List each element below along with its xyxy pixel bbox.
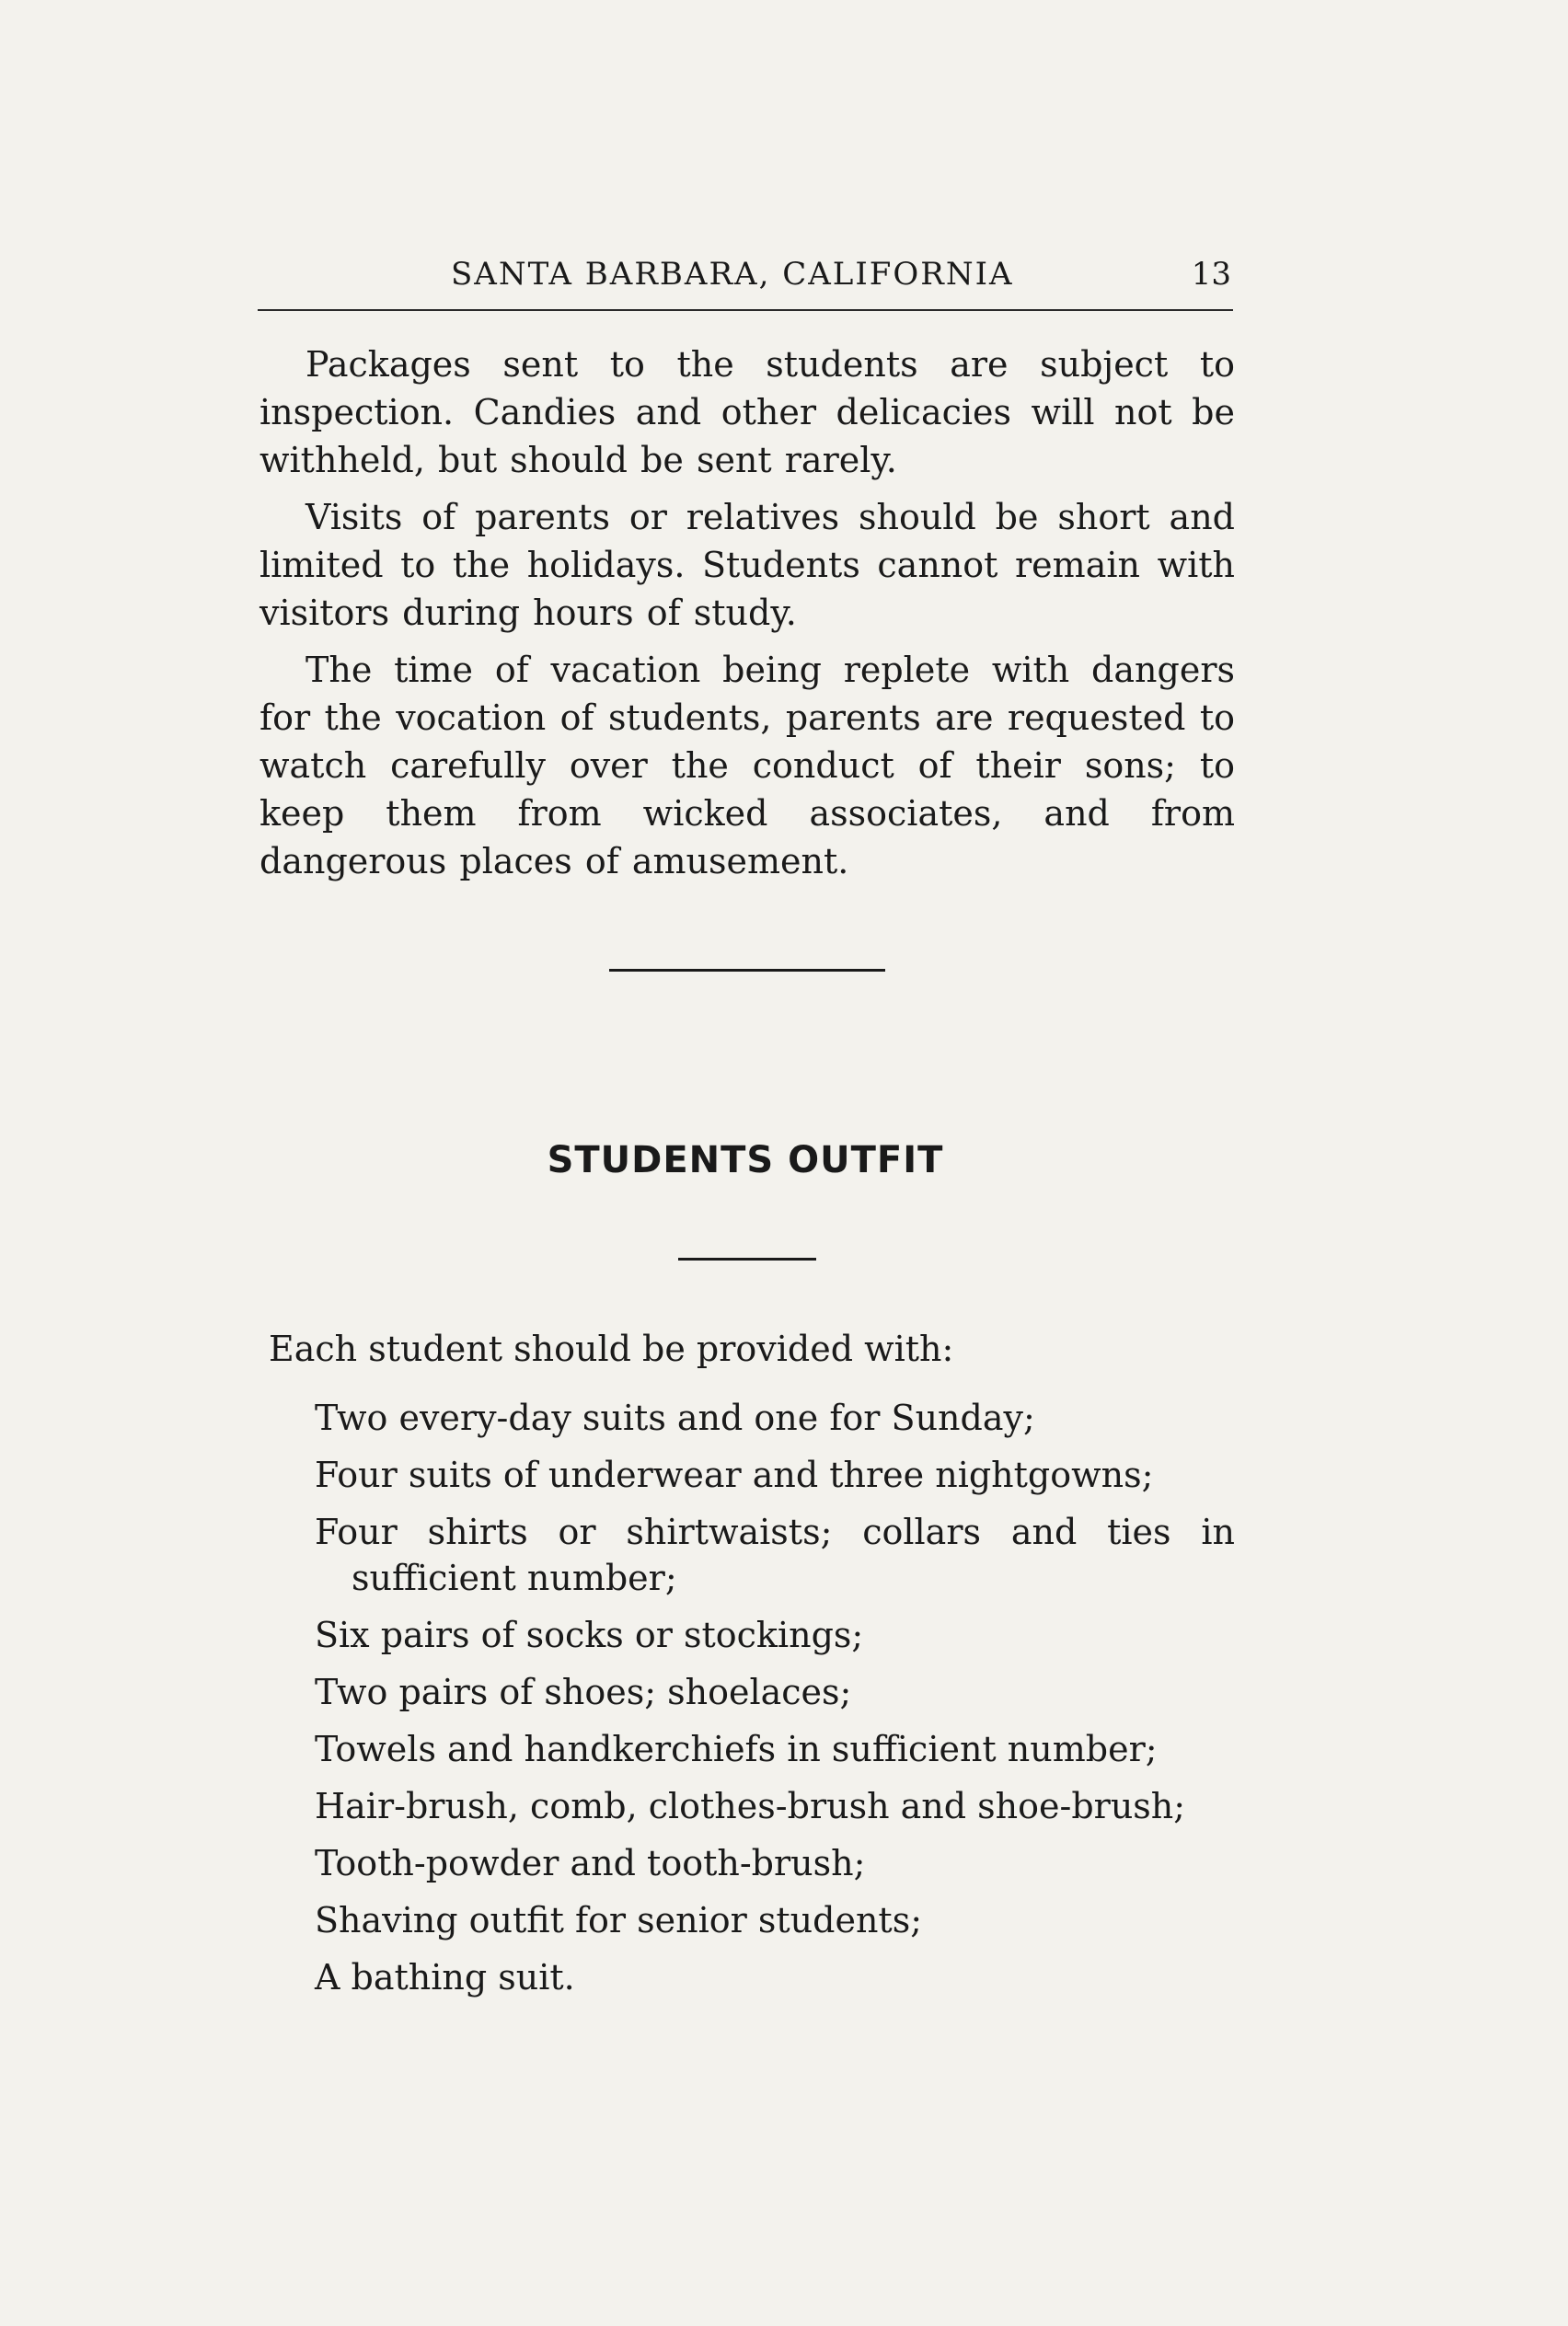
list-item: Two every-day suits and one for Sunday; bbox=[315, 1398, 1035, 1438]
running-header bbox=[258, 256, 1233, 311]
running-title: SANTA BARBARA, CALIFORNIA bbox=[451, 256, 1014, 293]
list-item: Four shirts or shirtwaists; collars and ties in sufficient number; bbox=[315, 1512, 1235, 1598]
outfit-list bbox=[315, 1395, 1235, 2011]
header-rule bbox=[258, 309, 1233, 311]
paragraph-visits: Visits of parents or relatives should be short and limited to the holidays. Students cannot remain with visitors during hours of study. bbox=[259, 497, 1235, 633]
paragraph-vacation: The time of vacation being replete with dangers for the vocation of students, parents are requested to watch carefully over the conduct of their sons; to keep them from wicked associates, and from dangerous places of amusement. bbox=[259, 650, 1235, 881]
list-item: Hair-brush, comb, clothes-brush and shoe-brush; bbox=[315, 1786, 1186, 1826]
list-item: Four suits of underwear and three nightgowns; bbox=[315, 1455, 1154, 1495]
section-title: STUDENTS OUTFIT bbox=[547, 1139, 944, 1181]
outfit-intro: Each student should be provided with: bbox=[269, 1329, 954, 1369]
page-number: 13 bbox=[1191, 256, 1231, 293]
list-item: Shaving outfit for senior students; bbox=[315, 1900, 923, 1940]
list-item: Six pairs of socks or stockings; bbox=[315, 1615, 864, 1655]
list-item: Two pairs of shoes; shoelaces; bbox=[315, 1672, 852, 1712]
body-text bbox=[259, 340, 1235, 894]
list-item: Tooth-powder and tooth-brush; bbox=[315, 1843, 866, 1883]
paragraph-packages: Packages sent to the students are subject to inspection. Candies and other delicacies will not be withheld, but should be sent rarely. bbox=[259, 344, 1235, 480]
list-item: A bathing suit. bbox=[315, 1957, 575, 1998]
title-divider bbox=[678, 1258, 816, 1261]
list-item: Towels and handkerchiefs in sufficient number; bbox=[315, 1729, 1158, 1769]
section-divider bbox=[609, 969, 885, 972]
